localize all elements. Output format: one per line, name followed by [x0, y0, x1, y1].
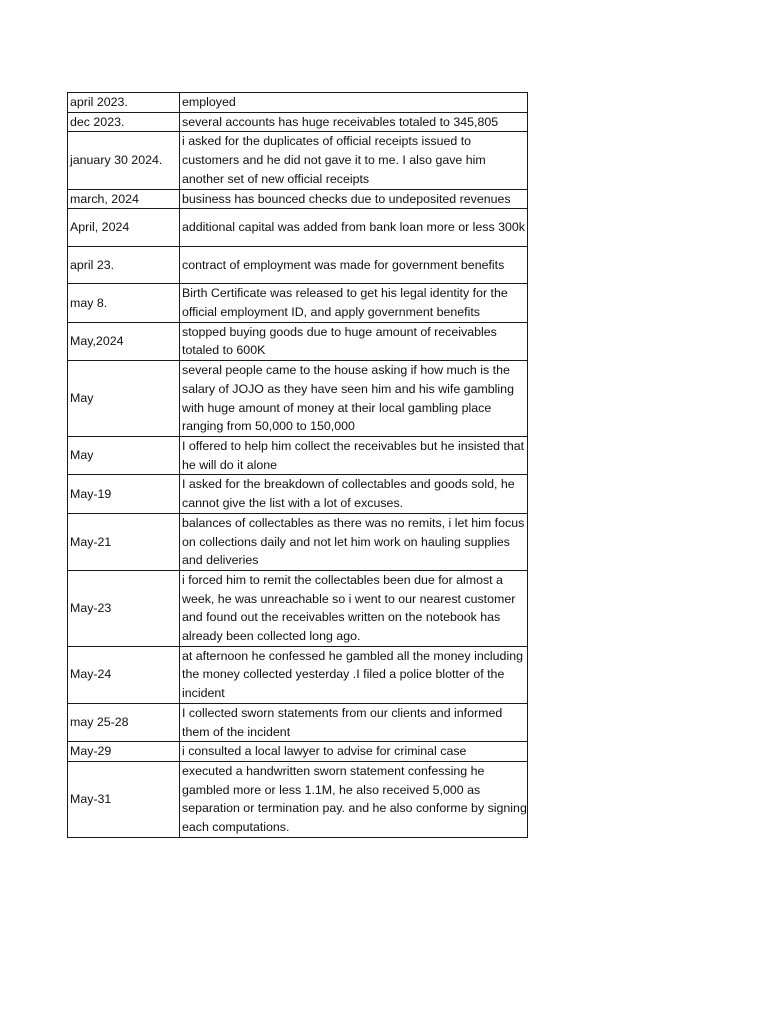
- table-row: [68, 475, 528, 513]
- date-cell: march, 2024: [68, 189, 180, 209]
- date-cell: dec 2023.: [68, 112, 180, 132]
- timeline-body: [68, 93, 528, 838]
- event-cell: executed a handwritten sworn statement confessing he gambled more or less 1.1M, he also received 5,000 as separation or termination pay. and he also conforme by signing each computations.: [180, 761, 528, 837]
- table-row: [68, 322, 528, 360]
- date-cell: may 25-28: [68, 703, 180, 741]
- table-row: [68, 132, 528, 189]
- table-row: [68, 209, 528, 247]
- date-cell: May-21: [68, 513, 180, 570]
- event-cell: at afternoon he confessed he gambled all the money including the money collected yesterday .I filed a police blotter of the incident: [180, 646, 528, 703]
- event-cell: several people came to the house asking if how much is the salary of JOJO as they have seen him and his wife gambling with huge amount of money at their local gambling place ranging from 50,000 to 150,000: [180, 361, 528, 437]
- date-cell: May-19: [68, 475, 180, 513]
- table-row: [68, 189, 528, 209]
- table-row: [68, 646, 528, 703]
- spreadsheet-page: [67, 92, 527, 838]
- event-cell: i consulted a local lawyer to advise for criminal case: [180, 742, 528, 762]
- event-cell: I collected sworn statements from our clients and informed them of the incident: [180, 703, 528, 741]
- date-cell: May-31: [68, 761, 180, 837]
- date-cell: april 23.: [68, 247, 180, 284]
- event-cell: i forced him to remit the collectables been due for almost a week, he was unreachable so i went to our nearest customer and found out the receivables written on the notebook has already been collected long ago.: [180, 570, 528, 646]
- date-cell: May-23: [68, 570, 180, 646]
- date-cell: May,2024: [68, 322, 180, 360]
- table-row: [68, 437, 528, 475]
- event-cell: stopped buying goods due to huge amount of receivables totaled to 600K: [180, 322, 528, 360]
- event-cell: additional capital was added from bank loan more or less 300k: [180, 209, 528, 247]
- table-row: [68, 703, 528, 741]
- date-cell: april 2023.: [68, 93, 180, 113]
- event-cell: balances of collectables as there was no remits, i let him focus on collections daily and not let him work on hauling supplies and deliveries: [180, 513, 528, 570]
- table-row: [68, 93, 528, 113]
- table-row: [68, 361, 528, 437]
- event-cell: several accounts has huge receivables totaled to 345,805: [180, 112, 528, 132]
- event-cell: business has bounced checks due to undeposited revenues: [180, 189, 528, 209]
- event-cell: contract of employment was made for government benefits: [180, 247, 528, 284]
- table-row: [68, 513, 528, 570]
- table-row: [68, 742, 528, 762]
- date-cell: may 8.: [68, 284, 180, 322]
- event-cell: i asked for the duplicates of official receipts issued to customers and he did not gave it to me. I also gave him another set of new official receipts: [180, 132, 528, 189]
- table-row: [68, 284, 528, 322]
- incident-timeline-table: [67, 92, 528, 838]
- date-cell: january 30 2024.: [68, 132, 180, 189]
- date-cell: April, 2024: [68, 209, 180, 247]
- table-row: [68, 761, 528, 837]
- date-cell: May-29: [68, 742, 180, 762]
- event-cell: I asked for the breakdown of collectables and goods sold, he cannot give the list with a lot of excuses.: [180, 475, 528, 513]
- date-cell: May: [68, 437, 180, 475]
- table-row: [68, 112, 528, 132]
- event-cell: employed: [180, 93, 528, 113]
- date-cell: May-24: [68, 646, 180, 703]
- table-row: [68, 247, 528, 284]
- event-cell: I offered to help him collect the receivables but he insisted that he will do it alone: [180, 437, 528, 475]
- table-row: [68, 570, 528, 646]
- date-cell: May: [68, 361, 180, 437]
- event-cell: Birth Certificate was released to get his legal identity for the official employment ID, and apply government benefits: [180, 284, 528, 322]
